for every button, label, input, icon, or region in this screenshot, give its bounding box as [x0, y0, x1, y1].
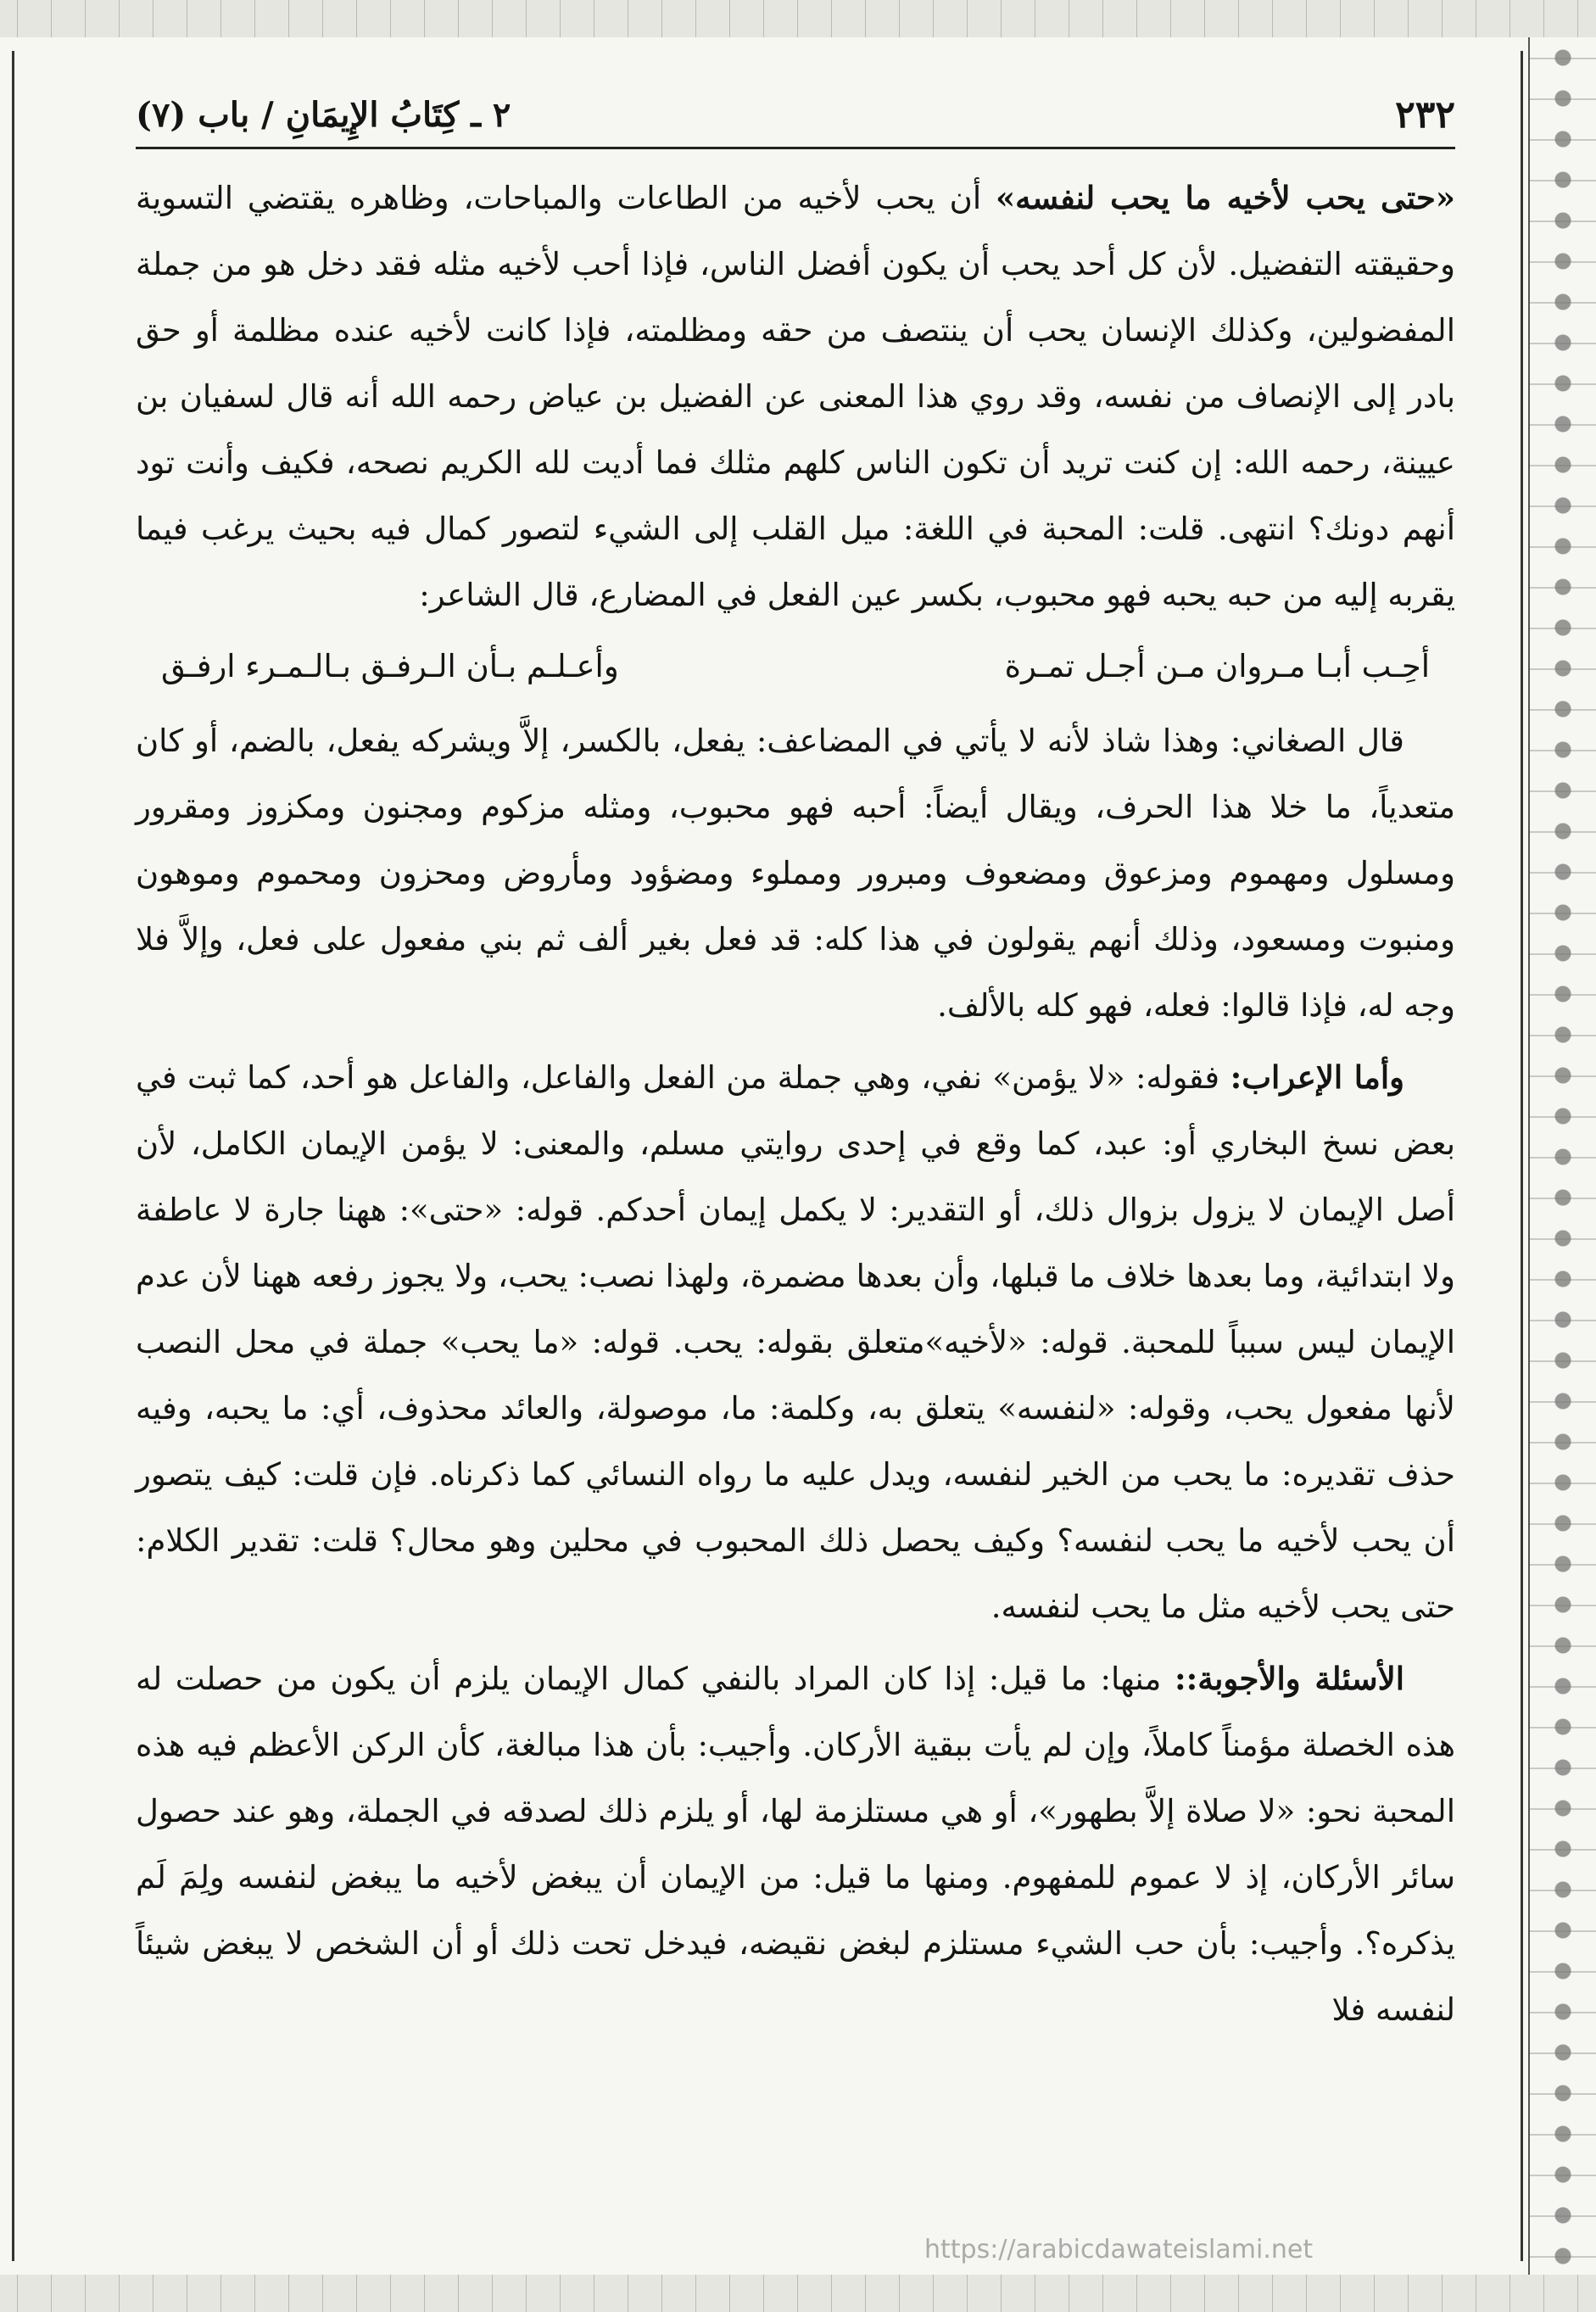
running-header [136, 93, 1455, 149]
bead-ornament [1547, 37, 1579, 2275]
paragraph-1-text: أن يحب لأخيه من الطاعات والمباحات، وظاهره يقتضي التسوية وحقيقته التفضيل. لأن كل أحد يحب أن يكون أفضل الناس، فإذا أحب لأخيه مثله فقد دخل هو من جملة المفضولين، وكذلك الإنسان يحب أن ينتصف من حقه ومظلمته، فإذا كانت لأخيه عنده مظلمة أو حق بادر إلى الإنصاف من نفسه، وقد روي هذا المعنى عن الفضيل بن عياض رحمه الله أنه قال لسفيان بن عيينة، رحمه الله: إن كنت تريد أن تكون الناس كلهم مثلك فما أديت لله الكريم نصحه، فكيف وأنت تود أنهم دونك؟ انتهى. قلت: المحبة في اللغة: ميل القلب إلى الشيء لتصور كمال فيه بحيث يرغب فيما يقربه إليه من حبه يحبه فهو محبوب، بكسر عين الفعل في المضارع، قال الشاعر: [136, 180, 1455, 613]
verse-first-hemistich: أحِـب أبـا مـروان مـن أجـل تمـرة [1004, 648, 1430, 684]
top-ornamental-border [0, 0, 1596, 37]
left-frame-rule [12, 51, 14, 2261]
paragraph-4 [136, 1645, 1455, 2043]
paragraph-3-text: فقوله: «لا يؤمن» نفي، وهي جملة من الفعل والفاعل، والفاعل هو أحد، كما ثبت في بعض نسخ البخاري أو: عبد، كما وقع في إحدى روايتي مسلم، والمعنى: لا يؤمن الإيمان الكامل، لأن أصل الإيمان لا يزول بزوال ذلك، أو التقدير: لا يكمل إيمان أحدكم. قوله: «حتى»: ههنا جارة لا عاطفة ولا ابتدائية، وما بعدها خلاف ما قبلها، وأن بعدها مضمرة، ولهذا نصب: يحب، ولا يجوز رفعه ههنا لأن عدم الإيمان ليس سبباً للمحبة. قوله: «لأخيه»متعلق بقوله: يحب. قوله: «ما يحب» جملة في محل النصب لأنها مفعول يحب، وقوله: «لنفسه» يتعلق به، وكلمة: ما، موصولة، والعائد محذوف، أي: ما يحبه، وفيه حذف تقديره: ما يحب من الخير لنفسه، ويدل عليه ما رواه النسائي كما ذكرناه. فإن قلت: كيف يتصور أن يحب لأخيه ما يحب لنفسه؟ وكيف يحصل ذلك المحبوب في محلين وهو محال؟ قلت: تقدير الكلام: حتى يحب لأخيه مثل ما يحب لنفسه. [136, 1059, 1455, 1625]
page-number: ٢٣٢ [1395, 93, 1455, 137]
paragraph-3 [136, 1044, 1455, 1640]
paragraph-4-text: منها: ما قيل: إذا كان المراد بالنفي كمال الإيمان يلزم أن يكون من حصلت له هذه الخصلة مؤمناً كاملاً، وإن لم يأت ببقية الأركان. وأجيب: بأن هذا مبالغة، كأن الركن الأعظم فيه هذه المحبة نحو: «لا صلاة إلاَّ بطهور»، أو هي مستلزمة لها، أو يلزم ذلك لصدقه في الجملة، وهو عند حصول سائر الأركان، إذ لا عموم للمفهوم. ومنها ما قيل: من الإيمان أن يبغض لأخيه ما يبغض لنفسه ولِمَ لَم يذكره؟. وأجيب: بأن حب الشيء مستلزم لبغض نقيضه، فيدخل تحت ذلك أو أن الشخص لا يبغض شيئاً لنفسه فلا [136, 1661, 1455, 2028]
paragraph-2: قال الصغاني: وهذا شاذ لأنه لا يأتي في المضاعف: يفعل، بالكسر، إلاَّ ويشركه يفعل، بالضم، أو كان متعدياً، ما خلا هذا الحرف، ويقال أيضاً: أحبه فهو محبوب، ومثله مزكوم ومجنون ومكزوز ومقرور ومسلول ومهموم ومزعوق ومضعوف ومبرور ومملوء ومضؤود ومأروض ومحزون ومحموم وموهون ومنبوت ومسعود، وذلك أنهم يقولون في هذا كله: قد فعل بغير ألف ثم بني مفعول على فعل، وإلاَّ فلا وجه له، فإذا قالوا: فعله، فهو كله بالألف. [136, 723, 1455, 1024]
verse-second-hemistich: وأعـلـم بـأن الـرفـق بـالـمـرء ارفـق [161, 648, 619, 684]
page-body [136, 93, 1455, 2048]
right-ornamental-border [1528, 37, 1596, 2275]
chapter-title: ٢ ـ كِتَابُ الإِيمَانِ / باب (٧) [136, 95, 511, 135]
paragraph-1 [136, 165, 1455, 628]
poetry-verse [161, 634, 1430, 700]
hadith-quote: «حتى يحب لأخيه ما يحب لنفسه» [995, 179, 1455, 216]
bottom-ornamental-border [0, 2275, 1596, 2312]
watermark-url: https://arabicdawateislami.net [924, 2235, 1314, 2265]
right-frame-rule [1521, 51, 1523, 2261]
grammar-heading: وأما الإعراب: [1230, 1058, 1404, 1096]
questions-heading: الأسئلة والأجوبة:: [1174, 1660, 1404, 1697]
